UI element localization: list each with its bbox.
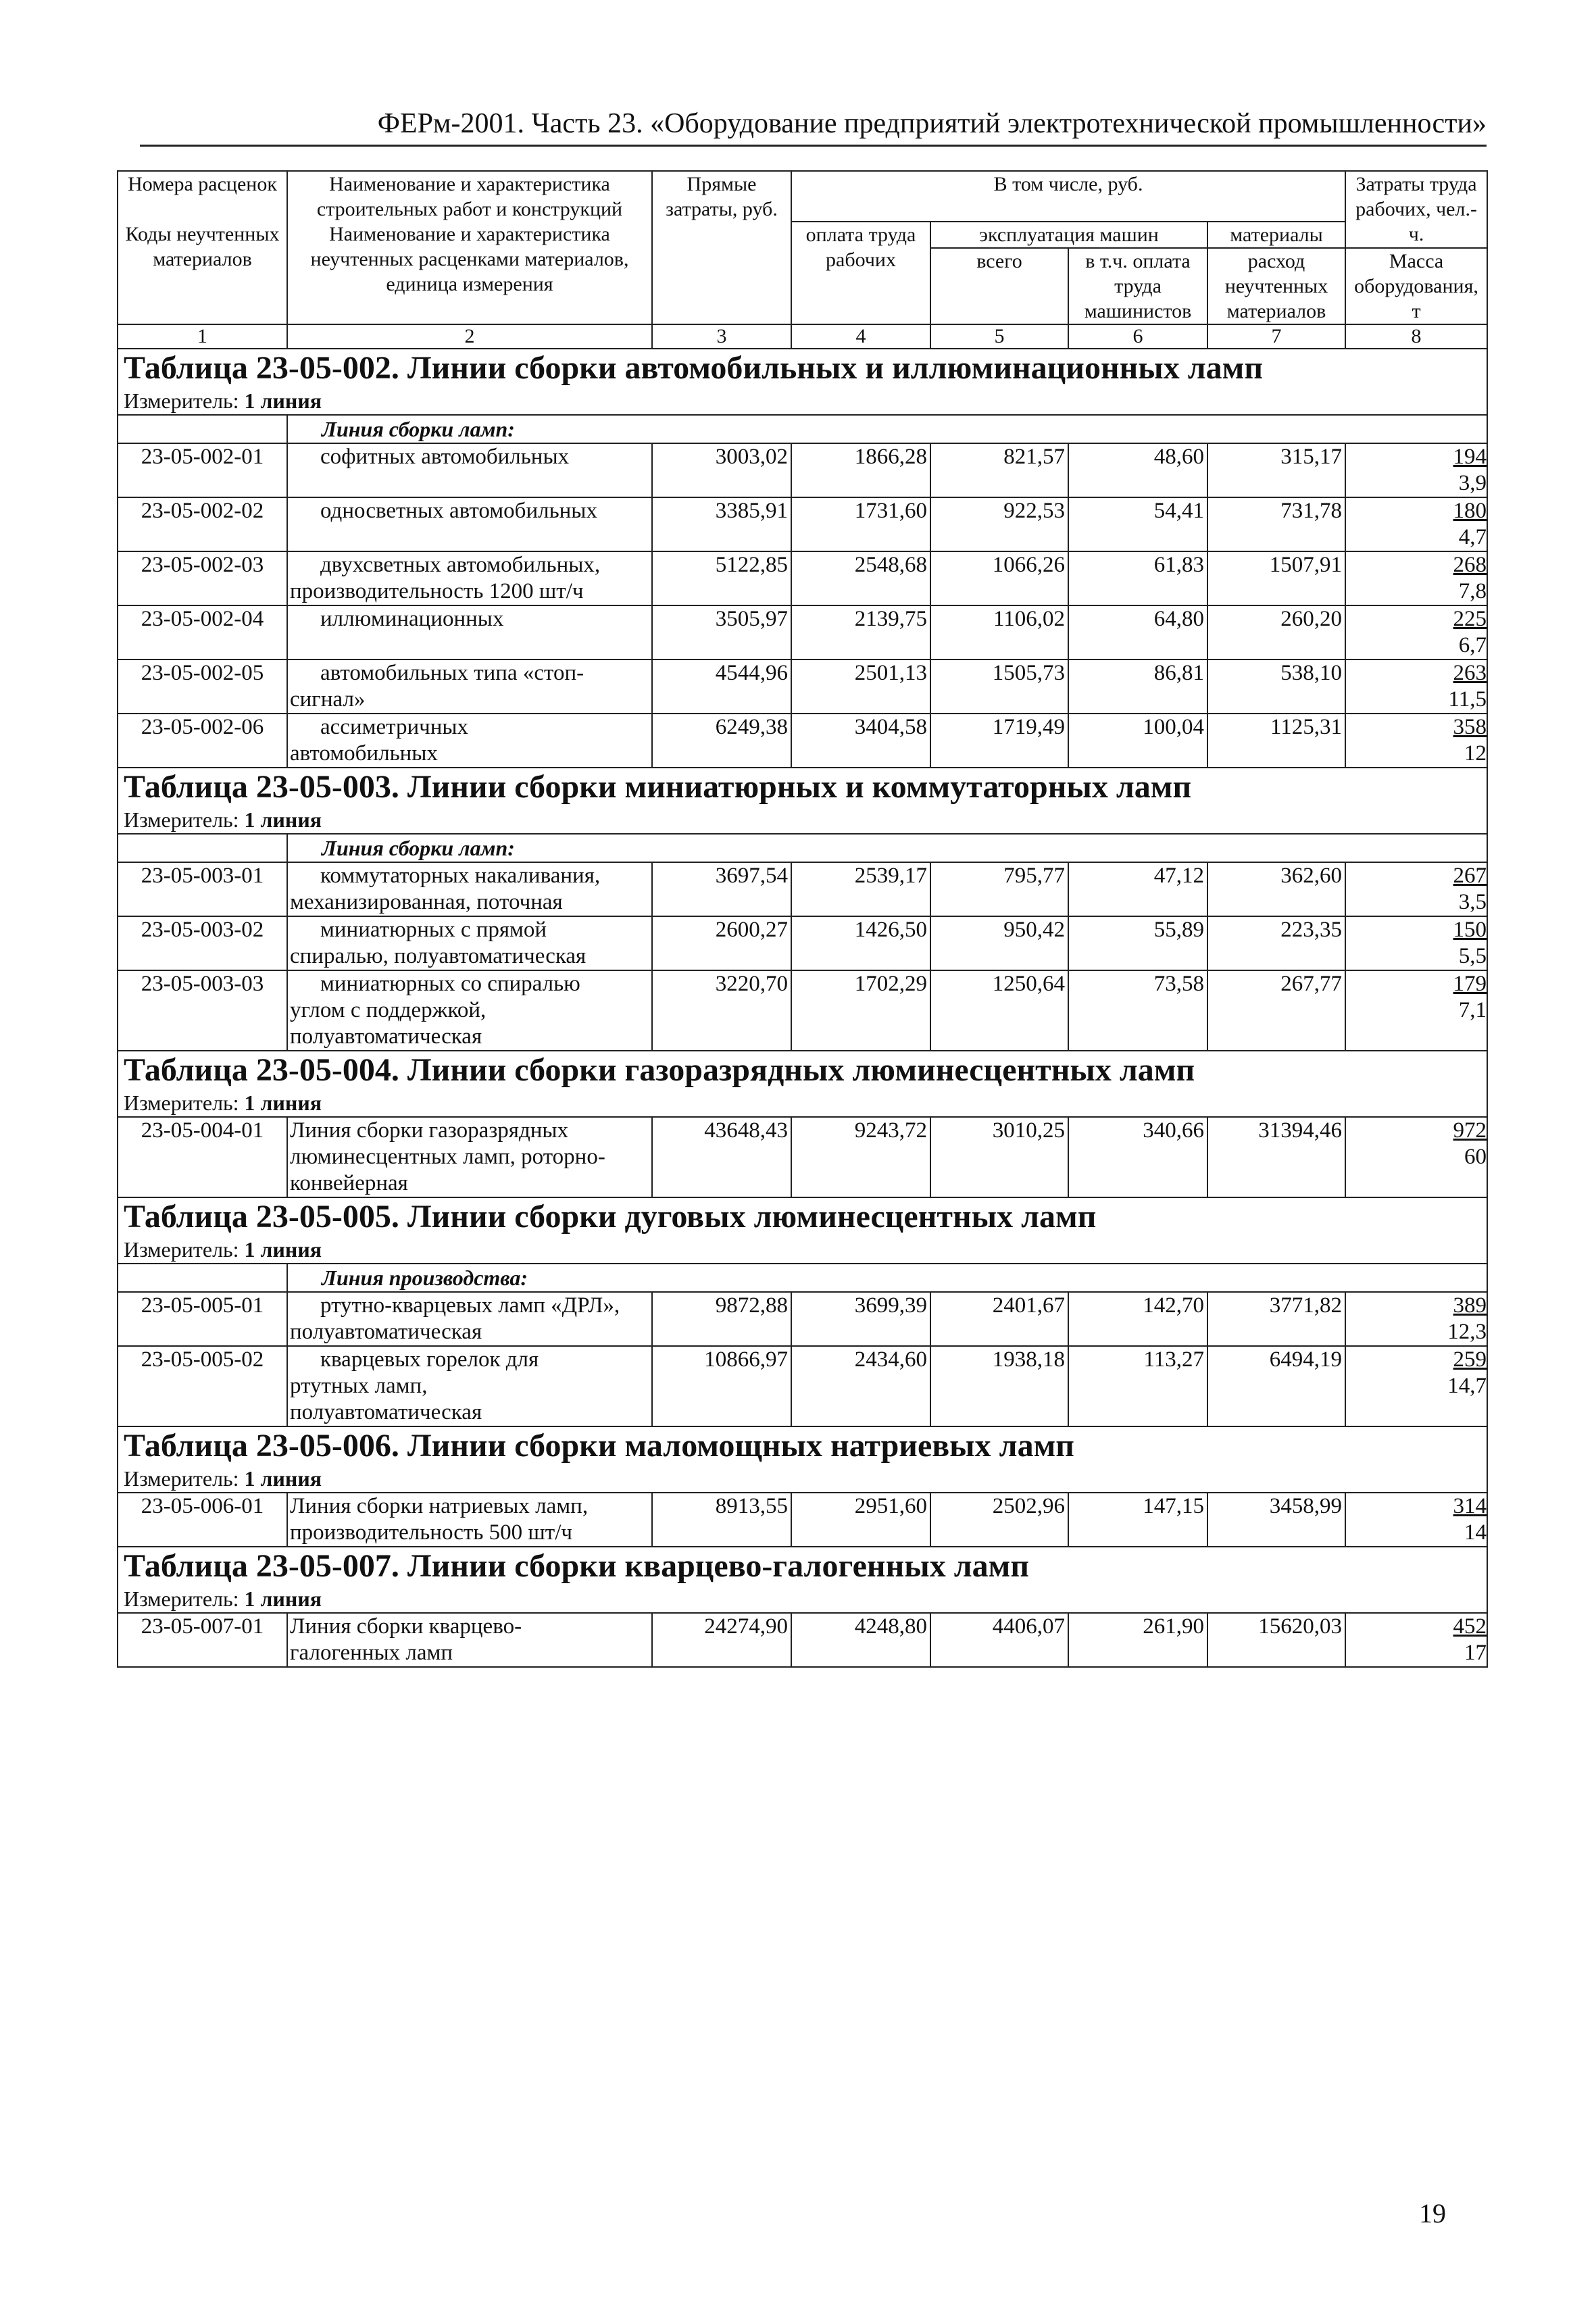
meter	[118, 1585, 1487, 1613]
col-number: 8	[1345, 324, 1487, 349]
rate-code: 23-05-004-01	[118, 1117, 287, 1197]
rate-name-text: односветных автомобильных	[320, 499, 597, 523]
col-number: 3	[652, 324, 791, 349]
meter-row	[118, 806, 1487, 834]
rate-name-line	[290, 943, 646, 970]
table-row	[118, 497, 1487, 551]
hdr-rate-numbers: Номера расценок	[118, 171, 287, 222]
rate-name-line	[290, 997, 646, 1024]
hdr-work-name: Наименование и характеристика строительных работ и конструкций	[287, 171, 652, 222]
direct-costs: 8913,55	[652, 1493, 791, 1547]
meter-value: 1 линия	[244, 807, 322, 832]
labor-and-mass	[1345, 916, 1487, 970]
rate-name-text: производительность 500 шт/ч	[290, 1520, 572, 1545]
table-title: Таблица 23-05-003. Линии сборки миниатюрных и коммутаторных ламп	[118, 768, 1487, 806]
machinists-wage: 48,60	[1068, 443, 1207, 497]
table-title-row	[118, 768, 1487, 806]
materials-costs: 31394,46	[1207, 1117, 1345, 1197]
machine-costs: 1250,64	[930, 970, 1068, 1051]
labor-value: 314	[1453, 1494, 1487, 1518]
table-row	[118, 605, 1487, 659]
meter-label: Измеритель:	[124, 1237, 239, 1262]
rate-name	[287, 862, 652, 916]
price-table	[117, 170, 1488, 1668]
machine-costs: 4406,07	[930, 1613, 1068, 1667]
table-row	[118, 1613, 1487, 1667]
materials-costs: 362,60	[1207, 862, 1345, 916]
table-row	[118, 862, 1487, 916]
rate-code: 23-05-002-05	[118, 659, 287, 714]
rate-code: 23-05-003-01	[118, 862, 287, 916]
wage-costs: 2434,60	[791, 1346, 930, 1426]
materials-costs: 538,10	[1207, 659, 1345, 714]
labor-and-mass	[1345, 1292, 1487, 1346]
meter-value: 1 линия	[244, 1587, 322, 1611]
machinists-wage: 64,80	[1068, 605, 1207, 659]
machinists-wage: 55,89	[1068, 916, 1207, 970]
group-row	[118, 834, 1487, 862]
table-row	[118, 1346, 1487, 1426]
machinists-wage: 261,90	[1068, 1613, 1207, 1667]
meter-row	[118, 1465, 1487, 1493]
direct-costs: 3220,70	[652, 970, 791, 1051]
machinists-wage: 61,83	[1068, 551, 1207, 605]
wage-costs: 2139,75	[791, 605, 930, 659]
mass-value: 12,3	[1447, 1320, 1487, 1344]
labor-value: 225	[1453, 607, 1487, 631]
labor-and-mass	[1345, 1117, 1487, 1197]
rate-name-text: полуавтоматическая	[290, 1400, 482, 1424]
table-title-row	[118, 1426, 1487, 1465]
mass-value: 5,5	[1458, 944, 1487, 968]
table-title: Таблица 23-05-007. Линии сборки кварцево-галогенных ламп	[118, 1547, 1487, 1585]
rate-name-line	[290, 1493, 646, 1520]
hdr-total: всего	[930, 248, 1068, 324]
group-spacer	[118, 415, 287, 443]
rate-code: 23-05-005-02	[118, 1346, 287, 1426]
rate-name-text: сигнал»	[290, 687, 366, 712]
rate-name	[287, 916, 652, 970]
rate-name-line	[290, 687, 646, 713]
meter-value: 1 линия	[244, 1237, 322, 1262]
mass-value: 14	[1464, 1520, 1487, 1545]
rate-name-line	[290, 1024, 646, 1050]
materials-costs: 267,77	[1207, 970, 1345, 1051]
rate-name-line	[290, 1170, 646, 1197]
machinists-wage: 86,81	[1068, 659, 1207, 714]
machine-costs: 1106,02	[930, 605, 1068, 659]
meter	[118, 1236, 1487, 1264]
wage-costs: 1866,28	[791, 443, 930, 497]
rate-name-line	[290, 1319, 646, 1345]
header-rule	[140, 145, 1487, 147]
table-row	[118, 659, 1487, 714]
rate-name	[287, 714, 652, 768]
hdr-equipment-mass: Масса оборудования, т	[1345, 248, 1487, 324]
rate-code: 23-05-002-03	[118, 551, 287, 605]
mass-value: 3,9	[1458, 471, 1487, 495]
rate-name-text: полуавтоматическая	[290, 1024, 482, 1049]
table-row	[118, 1292, 1487, 1346]
rate-name-line	[290, 1144, 646, 1170]
rate-name-text: люминесцентных ламп, роторно-	[290, 1145, 605, 1169]
rate-name-line	[290, 578, 646, 605]
direct-costs: 43648,43	[652, 1117, 791, 1197]
rate-code: 23-05-002-02	[118, 497, 287, 551]
labor-and-mass	[1345, 497, 1487, 551]
mass-value: 12	[1464, 741, 1487, 766]
rate-name-line	[290, 498, 646, 524]
machine-costs: 795,77	[930, 862, 1068, 916]
rate-code: 23-05-002-04	[118, 605, 287, 659]
wage-costs: 2501,13	[791, 659, 930, 714]
materials-costs: 223,35	[1207, 916, 1345, 970]
rate-name-line	[290, 444, 646, 470]
rate-name-line	[290, 889, 646, 916]
rate-code: 23-05-002-01	[118, 443, 287, 497]
meter-row	[118, 1585, 1487, 1613]
rate-name-text: двухсветных автомобильных,	[320, 553, 601, 577]
hdr-materials-expense: расход неучтенных материалов	[1207, 248, 1345, 324]
rate-code: 23-05-007-01	[118, 1613, 287, 1667]
mass-value: 7,1	[1458, 998, 1487, 1022]
mass-value: 6,7	[1458, 633, 1487, 657]
labor-and-mass	[1345, 443, 1487, 497]
direct-costs: 4544,96	[652, 659, 791, 714]
labor-value: 972	[1453, 1118, 1487, 1143]
machinists-wage: 73,58	[1068, 970, 1207, 1051]
rate-name-text: миниатюрных со спиралью	[320, 972, 580, 996]
machine-costs: 3010,25	[930, 1117, 1068, 1197]
materials-costs: 731,78	[1207, 497, 1345, 551]
hdr-machinists-wage: в т.ч. оплата труда машинистов	[1068, 248, 1207, 324]
meter-label: Измеритель:	[124, 1466, 239, 1491]
table-row	[118, 551, 1487, 605]
rate-name-line	[290, 606, 646, 632]
machinists-wage: 113,27	[1068, 1346, 1207, 1426]
rate-name-line	[290, 1640, 646, 1666]
labor-value: 180	[1453, 499, 1487, 523]
rate-name-text: миниатюрных с прямой	[320, 918, 547, 942]
labor-value: 358	[1453, 715, 1487, 739]
wage-costs: 3699,39	[791, 1292, 930, 1346]
direct-costs: 9872,88	[652, 1292, 791, 1346]
rate-name-text: производительность 1200 шт/ч	[290, 579, 584, 603]
table-title: Таблица 23-05-005. Линии сборки дуговых люминесцентных ламп	[118, 1197, 1487, 1236]
materials-costs: 315,17	[1207, 443, 1345, 497]
labor-value: 263	[1453, 661, 1487, 685]
rate-name-line	[290, 714, 646, 741]
rate-name-text: механизированная, поточная	[290, 890, 563, 914]
machine-costs: 2502,96	[930, 1493, 1068, 1547]
group-row	[118, 415, 1487, 443]
mass-value: 3,5	[1458, 890, 1487, 914]
header-row-1	[118, 171, 1487, 222]
table-row	[118, 714, 1487, 768]
col-number: 6	[1068, 324, 1207, 349]
header-row-2	[118, 222, 1487, 248]
rate-name	[287, 1493, 652, 1547]
rate-name-line	[290, 552, 646, 578]
col-number: 4	[791, 324, 930, 349]
labor-value: 267	[1453, 864, 1487, 888]
rate-code: 23-05-002-06	[118, 714, 287, 768]
rate-name-text: иллюминационных	[320, 607, 504, 631]
group-spacer	[118, 1264, 287, 1292]
column-numbers-row	[118, 324, 1487, 349]
labor-and-mass	[1345, 970, 1487, 1051]
page-number: 19	[1419, 2198, 1446, 2229]
table-row	[118, 970, 1487, 1051]
rate-name-text: Линия сборки кварцево-	[290, 1614, 522, 1639]
direct-costs: 2600,27	[652, 916, 791, 970]
machinists-wage: 142,70	[1068, 1292, 1207, 1346]
rate-code: 23-05-003-03	[118, 970, 287, 1051]
meter-row	[118, 1089, 1487, 1117]
rate-name-text: полуавтоматическая	[290, 1320, 482, 1344]
materials-costs: 1125,31	[1207, 714, 1345, 768]
rate-name-text: спиралью, полуавтоматическая	[290, 944, 587, 968]
group-label: Линия сборки ламп:	[287, 415, 1487, 443]
rate-name-text: ртутных ламп,	[290, 1374, 428, 1398]
direct-costs: 3003,02	[652, 443, 791, 497]
labor-and-mass	[1345, 714, 1487, 768]
rate-name-text: Линия сборки газоразрядных	[290, 1118, 569, 1143]
rate-name	[287, 605, 652, 659]
rate-name-line	[290, 741, 646, 767]
machine-costs: 1938,18	[930, 1346, 1068, 1426]
hdr-machines: эксплуатация машин	[930, 222, 1207, 248]
labor-value: 259	[1453, 1347, 1487, 1372]
rate-name-line	[290, 660, 646, 687]
rate-name	[287, 497, 652, 551]
direct-costs: 5122,85	[652, 551, 791, 605]
machine-costs: 2401,67	[930, 1292, 1068, 1346]
rate-code: 23-05-005-01	[118, 1292, 287, 1346]
rate-name-line	[290, 1347, 646, 1373]
meter-row	[118, 387, 1487, 415]
direct-costs: 3697,54	[652, 862, 791, 916]
rate-name	[287, 1346, 652, 1426]
table-title-row	[118, 1051, 1487, 1089]
table-title: Таблица 23-05-006. Линии сборки маломощных натриевых ламп	[118, 1426, 1487, 1465]
rate-name	[287, 1613, 652, 1667]
rate-name-text: автомобильных типа «стоп-	[320, 661, 584, 685]
rate-name-text: галогенных ламп	[290, 1641, 453, 1665]
table-row	[118, 1493, 1487, 1547]
rate-name	[287, 443, 652, 497]
rate-code: 23-05-006-01	[118, 1493, 287, 1547]
direct-costs: 3505,97	[652, 605, 791, 659]
table-title-row	[118, 1547, 1487, 1585]
materials-costs: 260,20	[1207, 605, 1345, 659]
meter-value: 1 линия	[244, 1091, 322, 1115]
table-row	[118, 1117, 1487, 1197]
direct-costs: 24274,90	[652, 1613, 791, 1667]
mass-value: 17	[1464, 1641, 1487, 1665]
wage-costs: 2539,17	[791, 862, 930, 916]
rate-name	[287, 659, 652, 714]
wage-costs: 9243,72	[791, 1117, 930, 1197]
rate-name-line	[290, 1399, 646, 1426]
table-title-row	[118, 349, 1487, 387]
meter	[118, 1089, 1487, 1117]
labor-value: 268	[1453, 553, 1487, 577]
col-number: 5	[930, 324, 1068, 349]
machinists-wage: 100,04	[1068, 714, 1207, 768]
meter	[118, 387, 1487, 415]
materials-costs: 3771,82	[1207, 1292, 1345, 1346]
col-number: 2	[287, 324, 652, 349]
labor-and-mass	[1345, 551, 1487, 605]
hdr-including: В том числе, руб.	[791, 171, 1345, 222]
direct-costs: 10866,97	[652, 1346, 791, 1426]
table-title-row	[118, 1197, 1487, 1236]
group-spacer	[118, 834, 287, 862]
rate-name-text: Линия сборки натриевых ламп,	[290, 1494, 589, 1518]
wage-costs: 2548,68	[791, 551, 930, 605]
direct-costs: 6249,38	[652, 714, 791, 768]
rate-name	[287, 970, 652, 1051]
labor-and-mass	[1345, 1346, 1487, 1426]
mass-value: 14,7	[1447, 1374, 1487, 1398]
rate-name-line	[290, 863, 646, 889]
hdr-material-name: Наименование и характеристика неучтенных расценками материалов, единица измерения	[287, 222, 652, 324]
rate-name	[287, 551, 652, 605]
materials-costs: 1507,91	[1207, 551, 1345, 605]
meter-row	[118, 1236, 1487, 1264]
labor-and-mass	[1345, 659, 1487, 714]
labor-value: 194	[1453, 445, 1487, 469]
mass-value: 4,7	[1458, 525, 1487, 549]
rate-name-text: конвейерная	[290, 1171, 408, 1195]
labor-value: 150	[1453, 918, 1487, 942]
hdr-materials: материалы	[1207, 222, 1345, 248]
hdr-material-codes: Коды неучтенных материалов	[118, 222, 287, 324]
meter-label: Измеритель:	[124, 1587, 239, 1611]
rate-name-text: ртутно-кварцевых ламп «ДРЛ»,	[320, 1293, 620, 1318]
rate-name-text: углом с поддержкой,	[290, 998, 487, 1022]
labor-and-mass	[1345, 1493, 1487, 1547]
mass-value: 7,8	[1458, 579, 1487, 603]
direct-costs: 3385,91	[652, 497, 791, 551]
hdr-wage: оплата труда рабочих	[791, 222, 930, 324]
rate-name-text: автомобильных	[290, 741, 438, 766]
machine-costs: 950,42	[930, 916, 1068, 970]
materials-costs: 6494,19	[1207, 1346, 1345, 1426]
wage-costs: 1426,50	[791, 916, 930, 970]
wage-costs: 1731,60	[791, 497, 930, 551]
rate-name-line	[290, 1293, 646, 1319]
rate-name-line	[290, 917, 646, 943]
col-number: 1	[118, 324, 287, 349]
group-label: Линия сборки ламп:	[287, 834, 1487, 862]
labor-and-mass	[1345, 1613, 1487, 1667]
meter	[118, 806, 1487, 834]
machine-costs: 1505,73	[930, 659, 1068, 714]
table-row	[118, 916, 1487, 970]
labor-and-mass	[1345, 862, 1487, 916]
machine-costs: 1719,49	[930, 714, 1068, 768]
materials-costs: 3458,99	[1207, 1493, 1345, 1547]
materials-costs: 15620,03	[1207, 1613, 1345, 1667]
machine-costs: 922,53	[930, 497, 1068, 551]
rate-name-text: софитных автомобильных	[320, 445, 570, 469]
machinists-wage: 47,12	[1068, 862, 1207, 916]
rate-name-line	[290, 1118, 646, 1144]
rate-name	[287, 1117, 652, 1197]
rate-name	[287, 1292, 652, 1346]
hdr-direct-costs: Прямые затраты, руб.	[652, 171, 791, 324]
group-row	[118, 1264, 1487, 1292]
meter-value: 1 линия	[244, 1466, 322, 1491]
rate-name-line	[290, 1614, 646, 1640]
mass-value: 11,5	[1448, 687, 1487, 712]
meter-label: Измеритель:	[124, 389, 239, 413]
rate-name-text: ассиметричных	[320, 715, 469, 739]
mass-value: 60	[1464, 1145, 1487, 1169]
running-head: ФЕРм-2001. Часть 23. «Оборудование предприятий электротехнической промышленности»	[377, 108, 1487, 139]
wage-costs: 2951,60	[791, 1493, 930, 1547]
machinists-wage: 340,66	[1068, 1117, 1207, 1197]
table-title: Таблица 23-05-004. Линии сборки газоразрядных люминесцентных ламп	[118, 1051, 1487, 1089]
labor-value: 389	[1453, 1293, 1487, 1318]
machinists-wage: 147,15	[1068, 1493, 1207, 1547]
meter-label: Измеритель:	[124, 1091, 239, 1115]
rate-name-line	[290, 1520, 646, 1546]
rate-code: 23-05-003-02	[118, 916, 287, 970]
rate-name-line	[290, 971, 646, 997]
hdr-labor: Затраты труда рабочих, чел.-ч.	[1345, 171, 1487, 248]
group-label: Линия производства:	[287, 1264, 1487, 1292]
meter-label: Измеритель:	[124, 807, 239, 832]
meter-value: 1 линия	[244, 389, 322, 413]
meter	[118, 1465, 1487, 1493]
labor-value: 452	[1453, 1614, 1487, 1639]
table-title: Таблица 23-05-002. Линии сборки автомобильных и иллюминационных ламп	[118, 349, 1487, 387]
rate-name-text: кварцевых горелок для	[320, 1347, 539, 1372]
rate-name-text: коммутаторных накаливания,	[320, 864, 601, 888]
table-row	[118, 443, 1487, 497]
machine-costs: 1066,26	[930, 551, 1068, 605]
col-number: 7	[1207, 324, 1345, 349]
wage-costs: 3404,58	[791, 714, 930, 768]
labor-and-mass	[1345, 605, 1487, 659]
machinists-wage: 54,41	[1068, 497, 1207, 551]
labor-value: 179	[1453, 972, 1487, 996]
wage-costs: 4248,80	[791, 1613, 930, 1667]
rate-name-line	[290, 1373, 646, 1399]
machine-costs: 821,57	[930, 443, 1068, 497]
wage-costs: 1702,29	[791, 970, 930, 1051]
